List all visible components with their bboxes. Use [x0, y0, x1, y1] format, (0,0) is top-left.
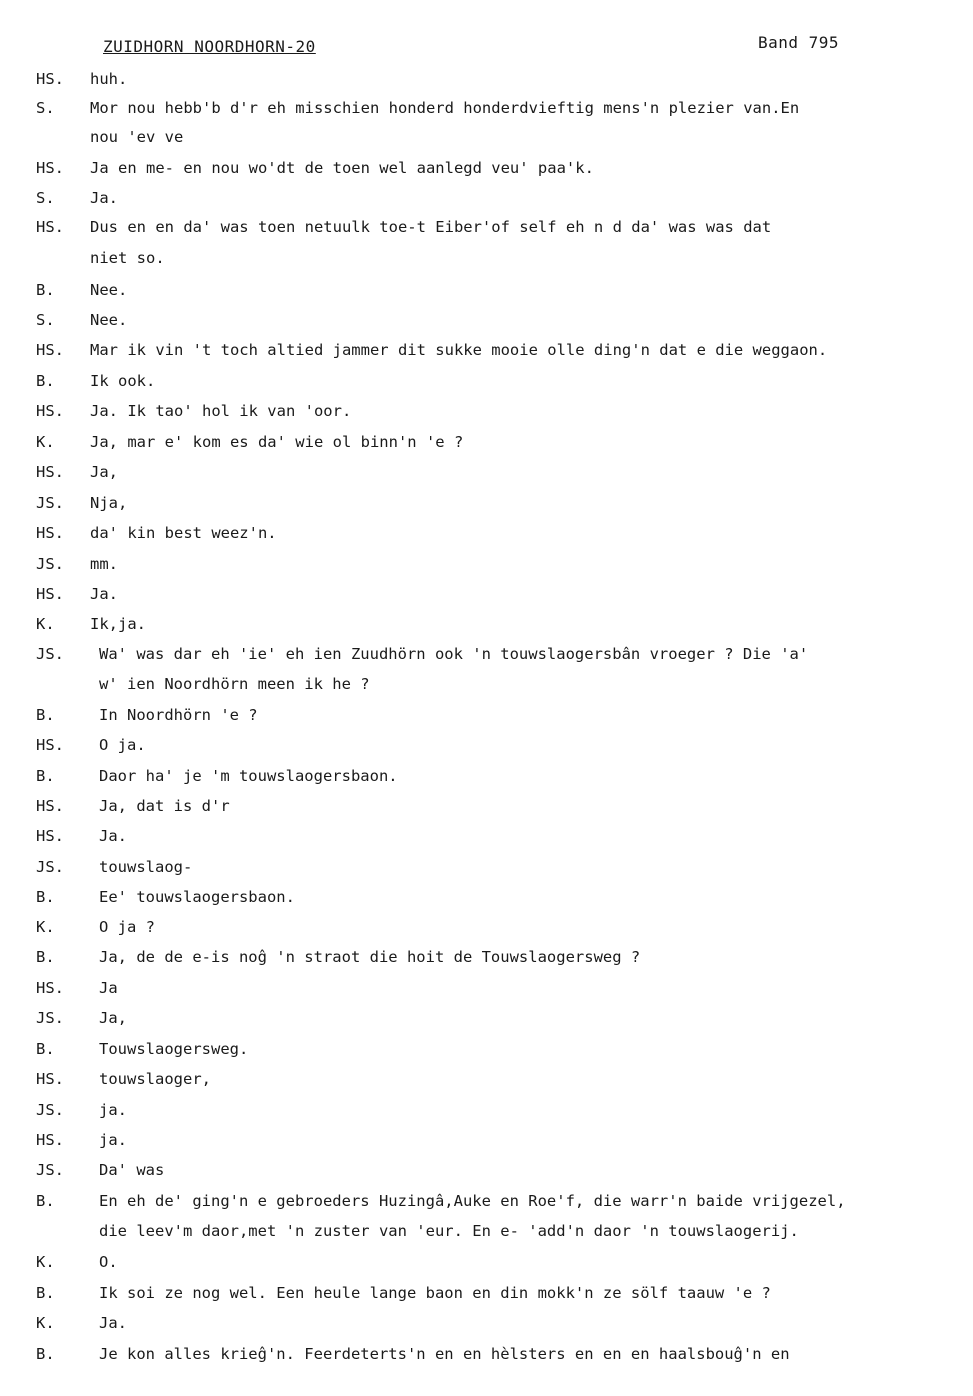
speaker-label: B.: [36, 706, 55, 724]
utterance-text: Ja,: [99, 1009, 127, 1027]
utterance-text: Touwslaogersweg.: [99, 1040, 249, 1058]
speaker-label: S.: [36, 189, 55, 207]
speaker-label: HS.: [36, 341, 64, 359]
utterance-text: touwslaog-: [99, 858, 193, 876]
utterance-text: In Noordhörn 'e ?: [99, 706, 258, 724]
speaker-label: HS.: [36, 524, 64, 542]
utterance-text: w' ien Noordhörn meen ik he ?: [99, 675, 370, 693]
utterance-text: Ja,: [90, 463, 118, 481]
utterance-text: Ja: [99, 979, 118, 997]
transcript-line: [0, 702, 973, 728]
speaker-label: JS.: [36, 1009, 64, 1027]
transcript-line: [0, 185, 973, 211]
transcript-line: [0, 1005, 973, 1031]
transcript-line: [0, 823, 973, 849]
utterance-text: Ja.: [90, 585, 118, 603]
transcript-line: [0, 1280, 973, 1306]
transcript-line: [0, 854, 973, 880]
utterance-text: Ja. Ik tao' hol ik van 'oor.: [90, 402, 352, 420]
speaker-label: K.: [36, 1314, 55, 1332]
utterance-text: huh.: [90, 70, 128, 88]
speaker-label: K.: [36, 918, 55, 936]
transcript-line: [0, 490, 973, 516]
speaker-label: B.: [36, 1345, 55, 1363]
transcript-line: [0, 671, 973, 697]
transcript-line: [0, 641, 973, 667]
speaker-label: S.: [36, 311, 55, 329]
utterance-text: Mar ik vin 't toch altied jammer dit sukke mooie olle ding'n dat e die weggaon.: [90, 341, 828, 359]
transcript-line: [0, 551, 973, 577]
speaker-label: B.: [36, 1040, 55, 1058]
utterance-text: O ja.: [99, 736, 146, 754]
utterance-text: Nee.: [90, 311, 128, 329]
transcript-line: [0, 914, 973, 940]
speaker-label: HS.: [36, 218, 64, 236]
speaker-label: HS.: [36, 1070, 64, 1088]
transcript-line: [0, 1157, 973, 1183]
utterance-text: touwslaoger,: [99, 1070, 211, 1088]
speaker-label: HS.: [36, 827, 64, 845]
speaker-label: HS.: [36, 797, 64, 815]
transcript-line: [0, 95, 973, 121]
speaker-label: JS.: [36, 858, 64, 876]
transcript-line: [0, 214, 973, 240]
utterance-text: Je kon alles krieĝ'n. Feerdeterts'n en en hèlsters en en en haalsbouĝ'n en: [99, 1345, 790, 1363]
transcript-line: [0, 368, 973, 394]
utterance-text: Ja.: [90, 189, 118, 207]
speaker-label: B.: [36, 1192, 55, 1210]
utterance-text: niet so.: [90, 249, 165, 267]
speaker-label: K.: [36, 1253, 55, 1271]
utterance-text: Ja.: [99, 1314, 127, 1332]
utterance-text: mm.: [90, 555, 118, 573]
transcript-line: [0, 1127, 973, 1153]
utterance-text: Nja,: [90, 494, 128, 512]
speaker-label: JS.: [36, 1161, 64, 1179]
transcript-line: [0, 398, 973, 424]
utterance-text: ja.: [99, 1101, 127, 1119]
transcript-line: [0, 245, 973, 271]
utterance-text: Da' was: [99, 1161, 165, 1179]
speaker-label: K.: [36, 615, 55, 633]
speaker-label: HS.: [36, 736, 64, 754]
utterance-text: die leev'm daor,met 'n zuster van 'eur. En e- 'add'n daor 'n touwslaogerij.: [99, 1222, 799, 1240]
transcript-line: [0, 307, 973, 333]
transcript-line: [0, 277, 973, 303]
speaker-label: JS.: [36, 1101, 64, 1119]
utterance-text: da' kin best weez'n.: [90, 524, 277, 542]
speaker-label: HS.: [36, 159, 64, 177]
transcript-line: [0, 975, 973, 1001]
speaker-label: K.: [36, 433, 55, 451]
transcript-line: [0, 581, 973, 607]
speaker-label: JS.: [36, 494, 64, 512]
speaker-label: HS.: [36, 1131, 64, 1149]
speaker-label: S.: [36, 99, 55, 117]
transcript-line: [0, 337, 973, 363]
utterance-text: Ja.: [99, 827, 127, 845]
utterance-text: Ja en me- en nou wo'dt de toen wel aanlegd veu' paa'k.: [90, 159, 594, 177]
utterance-text: Mor nou hebb'b d'r eh misschien honderd honderdvieftig mens'n plezier van.En: [90, 99, 800, 117]
speaker-label: B.: [36, 767, 55, 785]
transcript-line: [0, 793, 973, 819]
transcript-line: [0, 884, 973, 910]
transcript-line: [0, 763, 973, 789]
speaker-label: B.: [36, 1284, 55, 1302]
transcript-line: [0, 1341, 973, 1367]
speaker-label: B.: [36, 281, 55, 299]
speaker-label: HS.: [36, 402, 64, 420]
utterance-text: Nee.: [90, 281, 128, 299]
utterance-text: En eh de' ging'n e gebroeders Huzingâ,Auke en Roe'f, die warr'n baide vrijgezel,: [99, 1192, 846, 1210]
transcript-line: [0, 1188, 973, 1214]
utterance-text: Ik soi ze nog wel. Een heule lange baon en din mokk'n ze sölf taauw 'e ?: [99, 1284, 771, 1302]
utterance-text: Daor ha' je 'm touwslaogersbaon.: [99, 767, 398, 785]
utterance-text: Ja, dat is d'r: [99, 797, 230, 815]
tape-number: Band 795: [758, 33, 840, 52]
transcript-line: [0, 520, 973, 546]
utterance-text: O ja ?: [99, 918, 155, 936]
speaker-label: HS.: [36, 463, 64, 481]
utterance-text: Ik,ja.: [90, 615, 146, 633]
document-title: ZUIDHORN NOORDHORN-20: [103, 37, 316, 56]
transcript-line: [0, 732, 973, 758]
speaker-label: JS.: [36, 555, 64, 573]
transcript-line: [0, 459, 973, 485]
transcript-line: [0, 1036, 973, 1062]
transcript-line: [0, 66, 973, 92]
utterance-text: Dus en en da' was toen netuulk toe-t Eiber'of self eh n d da' was was dat: [90, 218, 772, 236]
speaker-label: B.: [36, 888, 55, 906]
utterance-text: Wa' was dar eh 'ie' eh ien Zuudhörn ook 'n touwslaogersbân vroeger ? Die 'a': [99, 645, 809, 663]
transcript-line: [0, 1310, 973, 1336]
speaker-label: HS.: [36, 979, 64, 997]
utterance-text: Ja, de de e-is noĝ 'n straot die hoit de Touwslaogersweg ?: [99, 948, 641, 966]
transcript-line: [0, 611, 973, 637]
transcript-line: [0, 1066, 973, 1092]
speaker-label: JS.: [36, 645, 64, 663]
transcript-line: [0, 155, 973, 181]
transcript-line: [0, 429, 973, 455]
utterance-text: ja.: [99, 1131, 127, 1149]
transcript-line: [0, 1249, 973, 1275]
speaker-label: B.: [36, 372, 55, 390]
utterance-text: Ik ook.: [90, 372, 156, 390]
transcript-line: [0, 1097, 973, 1123]
speaker-label: HS.: [36, 585, 64, 603]
utterance-text: Ja, mar e' kom es da' wie ol binn'n 'e ?: [90, 433, 464, 451]
utterance-text: Ee' touwslaogersbaon.: [99, 888, 295, 906]
speaker-label: B.: [36, 948, 55, 966]
speaker-label: HS.: [36, 70, 64, 88]
transcript-line: [0, 944, 973, 970]
transcript-line: [0, 1218, 973, 1244]
utterance-text: nou 'ev ve: [90, 128, 184, 146]
transcript-line: [0, 124, 973, 150]
utterance-text: O.: [99, 1253, 118, 1271]
